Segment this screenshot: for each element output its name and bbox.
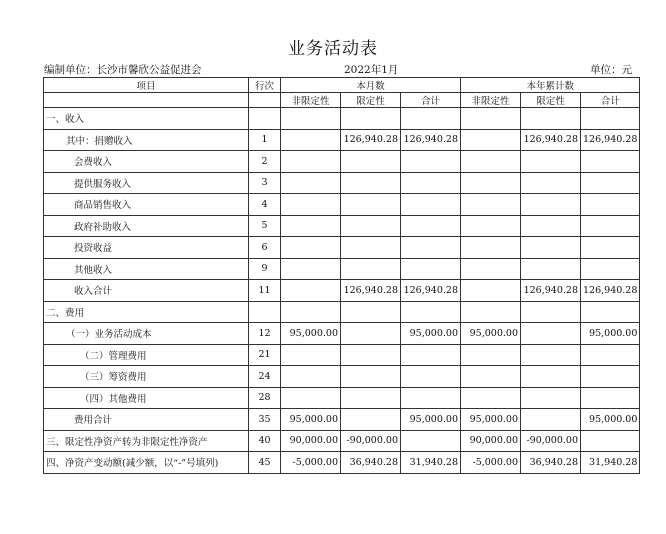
organization-label: 编制单位：长沙市馨欣公益促进会 — [44, 64, 202, 76]
row-item-label: 会费收入 — [44, 151, 249, 173]
cell-year-unrestricted — [461, 172, 521, 194]
row-line-number: 28 — [249, 387, 281, 409]
header-item-blank — [44, 93, 249, 108]
cell-month-total: 126,940.28 — [401, 280, 461, 302]
cell-month-restricted — [341, 366, 401, 388]
row-line-number: 1 — [249, 129, 281, 151]
table-row — [44, 344, 640, 366]
cell-year-restricted — [521, 108, 581, 130]
cell-year-total — [581, 215, 640, 237]
cell-year-total: 95,000.00 — [581, 409, 640, 431]
cell-month-total — [401, 344, 461, 366]
cell-month-total — [401, 258, 461, 280]
header-year-unrestricted: 非限定性 — [461, 93, 521, 108]
cell-month-total — [401, 194, 461, 216]
cell-year-total — [581, 237, 640, 259]
row-line-number — [249, 301, 281, 323]
row-item-label: 四、净资产变动额(减少额，以“-”号填列) — [44, 452, 249, 474]
cell-month-restricted — [341, 409, 401, 431]
cell-month-total — [401, 172, 461, 194]
cell-year-total — [581, 194, 640, 216]
activity-statement-table — [43, 77, 640, 474]
report-title: 业务活动表 — [288, 39, 378, 59]
cell-month-total: 95,000.00 — [401, 409, 461, 431]
cell-month-unrestricted — [281, 194, 341, 216]
table-row — [44, 452, 640, 474]
row-item-label: 三、限定性净资产转为非限定性净资产 — [44, 430, 249, 452]
cell-year-unrestricted — [461, 151, 521, 173]
cell-month-unrestricted — [281, 237, 341, 259]
cell-year-restricted — [521, 151, 581, 173]
cell-year-total — [581, 387, 640, 409]
table-row — [44, 387, 640, 409]
cell-year-restricted: 126,940.28 — [521, 129, 581, 151]
cell-month-total: 126,940.28 — [401, 129, 461, 151]
row-line-number: 35 — [249, 409, 281, 431]
cell-year-unrestricted — [461, 215, 521, 237]
cell-year-unrestricted — [461, 366, 521, 388]
row-item-label: 收入合计 — [44, 280, 249, 302]
cell-month-restricted: 126,940.28 — [341, 280, 401, 302]
cell-month-unrestricted — [281, 151, 341, 173]
row-item-label: 费用合计 — [44, 409, 249, 431]
cell-year-total: 31,940.28 — [581, 452, 640, 474]
header-year-restricted: 限定性 — [521, 93, 581, 108]
cell-year-total — [581, 108, 640, 130]
cell-year-total — [581, 430, 640, 452]
header-line-blank — [249, 93, 281, 108]
row-item-label: 提供服务收入 — [44, 172, 249, 194]
cell-month-unrestricted — [281, 108, 341, 130]
row-line-number: 21 — [249, 344, 281, 366]
cell-month-unrestricted: 95,000.00 — [281, 409, 341, 431]
cell-year-total — [581, 151, 640, 173]
cell-month-unrestricted — [281, 172, 341, 194]
cell-year-total — [581, 172, 640, 194]
cell-month-restricted — [341, 172, 401, 194]
cell-month-restricted: 126,940.28 — [341, 129, 401, 151]
cell-month-total — [401, 430, 461, 452]
row-item-label: （二）管理费用 — [44, 344, 249, 366]
row-item-label: 商品销售收入 — [44, 194, 249, 216]
header-row-top — [44, 78, 640, 93]
cell-month-total: 95,000.00 — [401, 323, 461, 345]
cell-year-total: 126,940.28 — [581, 129, 640, 151]
row-line-number — [249, 108, 281, 130]
cell-year-restricted — [521, 194, 581, 216]
cell-month-unrestricted — [281, 215, 341, 237]
table-row — [44, 172, 640, 194]
table-row — [44, 151, 640, 173]
cell-month-unrestricted — [281, 387, 341, 409]
table-row — [44, 366, 640, 388]
cell-year-restricted — [521, 215, 581, 237]
row-line-number: 11 — [249, 280, 281, 302]
row-item-label: 其他收入 — [44, 258, 249, 280]
cell-month-restricted — [341, 194, 401, 216]
row-line-number: 3 — [249, 172, 281, 194]
header-month-restricted: 限定性 — [341, 93, 401, 108]
cell-month-unrestricted — [281, 258, 341, 280]
table-row — [44, 129, 640, 151]
cell-month-restricted — [341, 258, 401, 280]
cell-year-total: 95,000.00 — [581, 323, 640, 345]
cell-month-restricted: 36,940.28 — [341, 452, 401, 474]
cell-month-total — [401, 366, 461, 388]
cell-year-restricted — [521, 409, 581, 431]
cell-month-restricted — [341, 151, 401, 173]
cell-year-restricted — [521, 366, 581, 388]
row-line-number: 45 — [249, 452, 281, 474]
row-line-number: 5 — [249, 215, 281, 237]
row-item-label: （三）筹资费用 — [44, 366, 249, 388]
cell-year-unrestricted — [461, 194, 521, 216]
cell-month-restricted — [341, 344, 401, 366]
cell-month-total: 31,940.28 — [401, 452, 461, 474]
cell-month-unrestricted — [281, 129, 341, 151]
cell-month-total — [401, 108, 461, 130]
header-month-unrestricted: 非限定性 — [281, 93, 341, 108]
row-item-label: 一、收入 — [44, 108, 249, 130]
cell-year-total — [581, 301, 640, 323]
cell-month-unrestricted: 90,000.00 — [281, 430, 341, 452]
row-item-label: 政府补助收入 — [44, 215, 249, 237]
cell-year-restricted: 36,940.28 — [521, 452, 581, 474]
cell-year-total — [581, 366, 640, 388]
cell-year-unrestricted — [461, 237, 521, 259]
row-line-number: 24 — [249, 366, 281, 388]
cell-year-restricted — [521, 323, 581, 345]
cell-month-unrestricted: -5,000.00 — [281, 452, 341, 474]
cell-year-restricted — [521, 301, 581, 323]
cell-month-total — [401, 215, 461, 237]
cell-month-unrestricted — [281, 280, 341, 302]
cell-month-restricted — [341, 301, 401, 323]
table-row — [44, 237, 640, 259]
unit-label: 单位：元 — [590, 64, 632, 76]
header-year-total-col: 合计 — [581, 93, 640, 108]
cell-year-unrestricted — [461, 129, 521, 151]
cell-month-total — [401, 237, 461, 259]
row-line-number: 12 — [249, 323, 281, 345]
row-item-label: （四）其他费用 — [44, 387, 249, 409]
cell-year-restricted — [521, 387, 581, 409]
table-row — [44, 258, 640, 280]
row-item-label: 投资收益 — [44, 237, 249, 259]
cell-year-unrestricted — [461, 258, 521, 280]
header-current-month: 本月数 — [281, 78, 461, 93]
table-row — [44, 323, 640, 345]
cell-month-total — [401, 301, 461, 323]
report-meta — [44, 62, 632, 76]
cell-year-unrestricted — [461, 301, 521, 323]
cell-year-restricted: -90,000.00 — [521, 430, 581, 452]
cell-year-unrestricted: 95,000.00 — [461, 409, 521, 431]
table-row — [44, 430, 640, 452]
header-row-bottom — [44, 93, 640, 108]
row-line-number: 40 — [249, 430, 281, 452]
cell-month-total — [401, 387, 461, 409]
cell-year-total — [581, 344, 640, 366]
cell-year-restricted — [521, 258, 581, 280]
row-item-label: 其中：捐赠收入 — [44, 129, 249, 151]
table-row — [44, 409, 640, 431]
row-item-label: 二、费用 — [44, 301, 249, 323]
row-line-number: 2 — [249, 151, 281, 173]
cell-month-restricted — [341, 323, 401, 345]
row-line-number: 4 — [249, 194, 281, 216]
cell-year-restricted — [521, 172, 581, 194]
cell-month-restricted — [341, 108, 401, 130]
cell-year-unrestricted — [461, 344, 521, 366]
cell-year-unrestricted — [461, 387, 521, 409]
cell-year-unrestricted — [461, 108, 521, 130]
header-month-total: 合计 — [401, 93, 461, 108]
header-item: 项目 — [44, 78, 249, 93]
table-row — [44, 280, 640, 302]
cell-year-restricted: 126,940.28 — [521, 280, 581, 302]
header-line: 行次 — [249, 78, 281, 93]
cell-month-restricted — [341, 215, 401, 237]
cell-month-restricted — [341, 237, 401, 259]
row-line-number: 6 — [249, 237, 281, 259]
cell-month-restricted — [341, 387, 401, 409]
cell-month-restricted: -90,000.00 — [341, 430, 401, 452]
cell-month-unrestricted — [281, 301, 341, 323]
cell-year-restricted — [521, 344, 581, 366]
cell-year-total: 126,940.28 — [581, 280, 640, 302]
report-period: 2022年1月 — [344, 64, 399, 76]
table-row — [44, 108, 640, 130]
cell-month-unrestricted — [281, 344, 341, 366]
cell-year-unrestricted: -5,000.00 — [461, 452, 521, 474]
table-body — [44, 108, 640, 474]
cell-year-unrestricted — [461, 280, 521, 302]
cell-year-unrestricted: 90,000.00 — [461, 430, 521, 452]
cell-year-total — [581, 258, 640, 280]
row-line-number: 9 — [249, 258, 281, 280]
table-row — [44, 194, 640, 216]
cell-month-unrestricted — [281, 366, 341, 388]
cell-year-restricted — [521, 237, 581, 259]
header-year-total: 本年累计数 — [461, 78, 640, 93]
cell-year-unrestricted: 95,000.00 — [461, 323, 521, 345]
row-item-label: （一）业务活动成本 — [44, 323, 249, 345]
cell-month-unrestricted: 95,000.00 — [281, 323, 341, 345]
table-row — [44, 215, 640, 237]
table-row — [44, 301, 640, 323]
cell-month-total — [401, 151, 461, 173]
